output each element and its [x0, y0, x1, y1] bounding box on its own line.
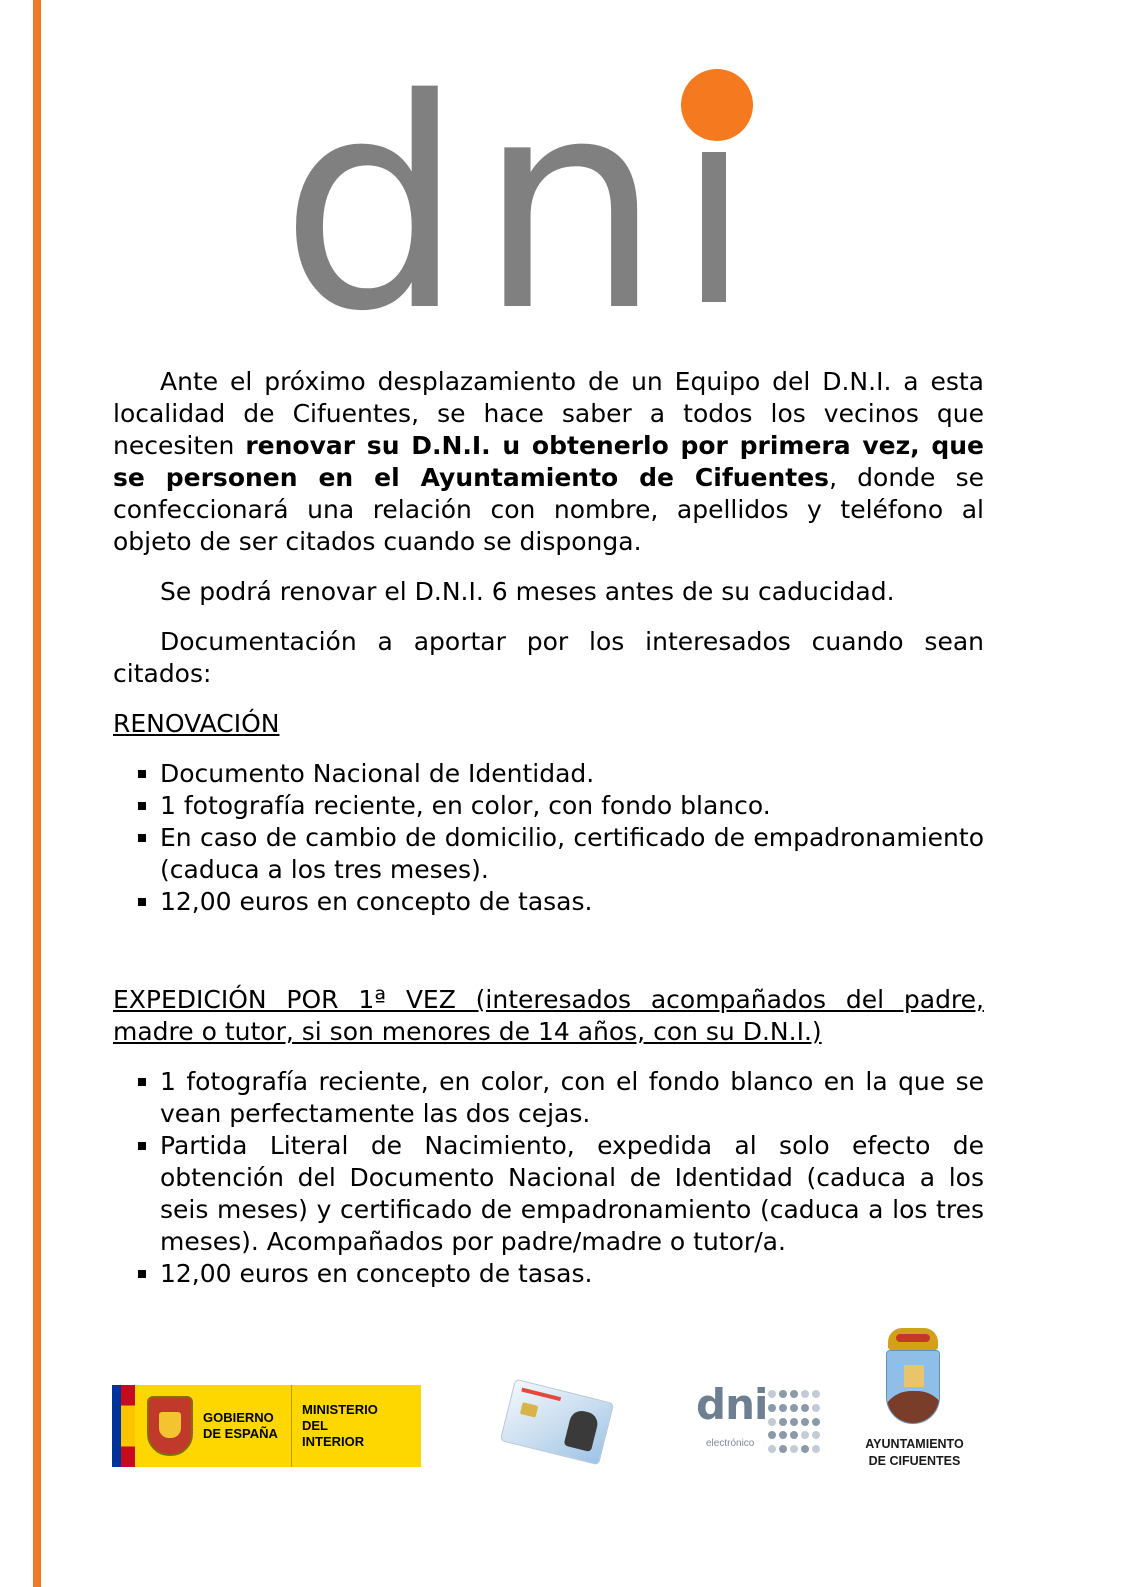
- ministerio-label: MINISTERIO DEL INTERIOR: [302, 1402, 378, 1449]
- id-card-image: [500, 1379, 614, 1466]
- crown-icon: [888, 1328, 938, 1350]
- spain-eu-flag-icon: [112, 1385, 135, 1467]
- expedicion-heading: EXPEDICIÓN POR 1ª VEZ (interesados acompañados del padre, madre o tutor, si son menores de 14 años, con su D.N.I.): [113, 985, 984, 1046]
- logo-letter-d: d: [280, 38, 465, 375]
- list-item: 12,00 euros en concepto de tasas.: [113, 1258, 984, 1290]
- portrait-icon: [564, 1408, 600, 1452]
- intro-text-2: , donde se confeccionará una relación con nombre, apellidos y teléfono al objeto de ser citados cuando se disponga.: [113, 463, 984, 556]
- list-item: Documento Nacional de Identidad.: [113, 758, 984, 790]
- renovacion-heading: RENOVACIÓN: [113, 709, 280, 738]
- footer-logos: [0, 1320, 1122, 1500]
- dot-grid-icon: [768, 1390, 820, 1456]
- intro-bold-text: renovar su D.N.I. u obtenerlo por primera vez, que se personen en el Ayuntamiento de Cifuentes: [113, 431, 985, 492]
- chip-icon: [520, 1402, 538, 1418]
- intro-text-1: Ante el próximo desplazamiento de un Equipo del D.N.I. a esta localidad de Cifuentes, se hace saber a todos los vecinos que necesiten: [113, 367, 984, 460]
- gobierno-label: GOBIERNO DE ESPAÑA: [203, 1410, 278, 1441]
- expedicion-list: [113, 1066, 984, 1290]
- renew-notice: Se podrá renovar el D.N.I. 6 meses antes de su caducidad.: [160, 577, 895, 606]
- list-item: En caso de cambio de domicilio, certificado de empadronamiento (caduca a los tres meses).: [113, 822, 984, 886]
- list-item: Partida Literal de Nacimiento, expedida al solo efecto de obtención del Documento Nacional de Identidad (caduca a los seis meses) y certificado de empadronamiento (caduca a los tres meses). Acompañados por padre/madre o tutor/a.: [113, 1130, 984, 1258]
- logo-letter-i-stem: [702, 152, 726, 302]
- logo-orange-dot: [681, 69, 753, 141]
- notice-body: [113, 366, 984, 1290]
- list-item: 1 fotografía reciente, en color, con fondo blanco.: [113, 790, 984, 822]
- logo-letter-n: n: [478, 38, 662, 375]
- dnie-wordmark: dni: [696, 1380, 768, 1429]
- dnie-subtitle: electrónico: [706, 1438, 755, 1449]
- intro-paragraph: [113, 366, 984, 558]
- cifuentes-shield-icon: [886, 1350, 940, 1424]
- gobierno-ministerio-logo: [112, 1385, 421, 1467]
- spain-coat-of-arms-icon: [147, 1396, 193, 1456]
- ayuntamiento-label: AYUNTAMIENTO DE CIFUENTES: [865, 1437, 964, 1468]
- dni-electronico-logo: [696, 1380, 826, 1465]
- list-item: 1 fotografía reciente, en color, con el fondo blanco en la que se vean perfectamente las dos cejas.: [113, 1066, 984, 1130]
- ayuntamiento-logo: [852, 1328, 977, 1478]
- renovacion-list: [113, 758, 984, 918]
- dni-logo: [270, 38, 770, 375]
- logo-divider: [291, 1385, 292, 1467]
- list-item: 12,00 euros en concepto de tasas.: [113, 886, 984, 918]
- docs-intro: Documentación a aportar por los interesados cuando sean citados:: [113, 627, 984, 688]
